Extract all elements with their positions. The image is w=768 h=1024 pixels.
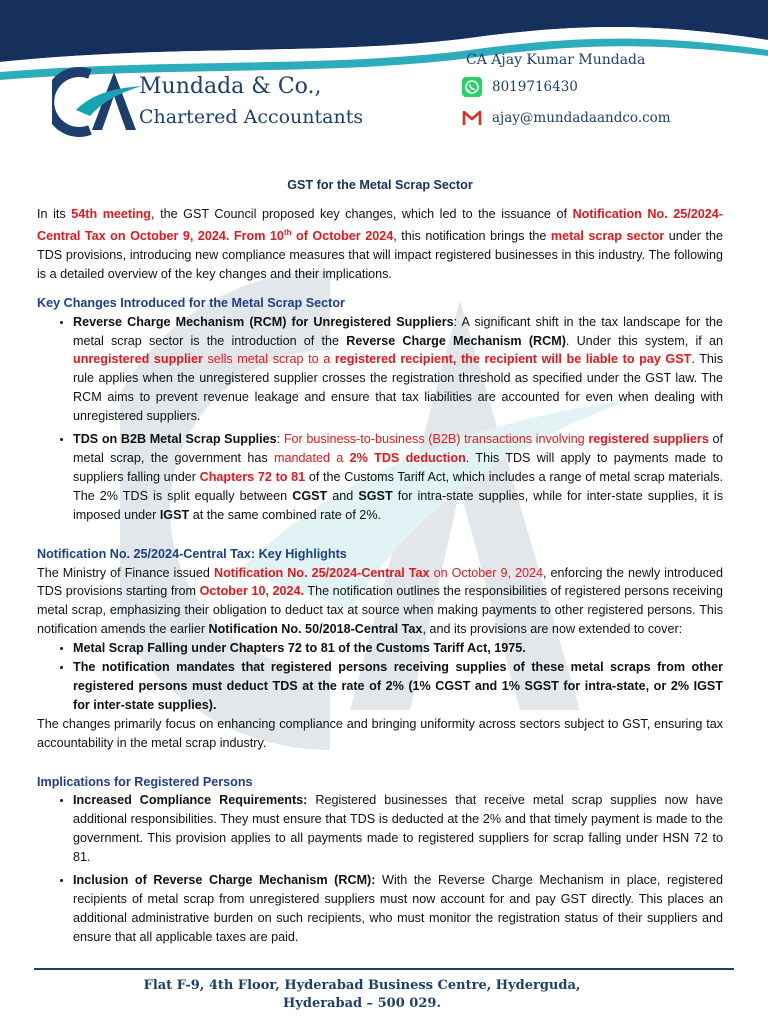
closing-paragraph: The changes primarily focus on enhancing compliance and bringing uniformity across sectors subject to GST, ensuring tax accountability in the metal scrap industry. [37,716,723,750]
list-item: • Metal Scrap Falling under Chapters 72 to 81 of the Customs Tariff Act, 1975. [73,639,723,658]
notification-paragraph [37,564,723,640]
tds-term: SGST [358,488,393,503]
notification-text: The notification outlines the responsibilities of registered persons receiving metal scrap, emphasizing their obligation to deduct tax at source when making payments to other registered persons. This notification amends the earlier [37,584,723,637]
intro-text: under the TDS provisions, introducing new compliance measures that will impact registered businesses in this industry. The following is a detailed overview of the key changes and their implications. [37,229,724,281]
notification-term: Notification No. 50/2018-Central Tax [208,622,423,637]
document-title: GST for the Metal Scrap Sector [287,178,473,192]
notification-list [37,639,723,715]
tds-text: of the Customs Tariff Act, which includes a range of metal scrap materials. The 2% TDS is split equally between [73,469,723,503]
tds-highlight: 2% TDS deduction [349,450,466,465]
tds-text: : [276,432,284,447]
meeting-highlight: 54th meeting [71,206,152,221]
implication-title: Increased Compliance Requirements: [73,793,308,808]
notification-highlight: Notification No. 25/2024-Central Tax on October 9, 2024. From 10 [37,206,723,243]
notification-highlight: Notification No. 25/2024-Central Tax [213,565,430,580]
tds-text: at the same combined rate of 2%. [189,507,382,522]
rcm-title: Reverse Charge Mechanism (RCM) for Unregistered Suppliers [73,314,454,329]
tds-highlight: For business-to-business (B2B) transactions involving [283,432,589,447]
rcm-text: . Under this system, if an [565,333,723,348]
list-item [73,430,723,525]
rcm-highlight: unregistered supplier [73,352,203,367]
rcm-term: Reverse Charge Mechanism (RCM) [346,333,566,348]
sector-highlight: metal scrap sector [550,229,665,243]
implication-text: With the Reverse Charge Mechanism in place, registered recipients of metal scrap from unregistered suppliers must now account for and pay GST directly. This places an additional administrative burden on such recipients, who must monitor the registration status of their suppliers and ensure that all applicable taxes are paid. [73,873,723,944]
tds-term: CGST [292,488,328,503]
key-changes-list [37,313,723,525]
footer-address-line1: Flat F-9, 4th Floor, Hyderabad Business Centre, Hyderguda, [143,978,581,993]
firm-name: Mundada & Co., [139,74,322,99]
notification-text: The Ministry of Finance issued [37,565,214,580]
email-address: ajay@mundadaandco.com [492,110,671,126]
list-item [73,791,723,867]
list-item: • The notification mandates that registered persons receiving supplies of these metal scraps from other registered persons must deduct TDS at the rate of 2% (1% CGST and 1% SGST for intra-state, or 2% IGST for inter-state supplies). [73,658,723,715]
footer-divider [34,968,734,970]
intro-text: In its [37,206,72,221]
implications-heading: Implications for Registered Persons [37,774,253,789]
gmail-icon [462,108,482,128]
date-highlight: of October 2024 [291,229,394,243]
email-contact[interactable] [462,108,671,128]
tds-highlight: Chapters 72 to 81 [199,469,306,484]
tds-text: of metal scrap, the government has [73,432,723,465]
list-item [73,871,723,947]
phone-contact[interactable] [462,77,578,97]
footer-address-line2: Hyderabad – 500 029. [283,996,441,1011]
tds-title: TDS on B2B Metal Scrap Supplies [73,432,277,447]
key-changes-heading: Key Changes Introduced for the Metal Scrap Sector [37,295,345,310]
rcm-text: : A significant shift in the tax landscape for the metal scrap sector is the introduction of the [73,314,724,348]
notification-highlight: October 10, 2024. [199,584,305,599]
whatsapp-icon [462,77,482,97]
notification-heading: Notification No. 25/2024-Central Tax: Key Highlights [37,546,347,561]
notification-text: , and its provisions are now extended to cover: [422,622,683,637]
tds-term: IGST [159,507,190,522]
rcm-highlight: sells metal scrap to a [202,352,335,367]
tds-highlight: mandated a [273,450,350,465]
implications-list [37,791,723,946]
date-superscript: th [283,227,292,237]
ca-logo [52,66,144,138]
firm-subtitle: Chartered Accountants [139,106,364,128]
tds-text: for intra-state supplies, while for inter-state supplies, it is imposed under [73,488,724,522]
phone-number: 8019716430 [492,79,578,95]
rcm-text: . This rule applies when the unregistered supplier crosses the registration threshold as specified under the GST law. The RCM aims to prevent revenue leakage and ensure that tax liabilities are accounted for even when dealing with unregistered suppliers. [73,352,724,424]
notification-highlight: on October 9, 2024 [429,565,544,580]
rcm-highlight: registered recipient, the recipient will be liable to pay GST [334,352,692,367]
implication-title: Inclusion of Reverse Charge Mechanism (RCM): [73,873,376,888]
tds-text: . This TDS will apply to payments made to suppliers falling under [73,450,724,484]
list-item [73,313,723,426]
intro-paragraph [37,205,723,284]
intro-text: , the GST Council proposed key changes, which led to the issuance of [151,206,573,221]
implication-text: Registered businesses that receive metal scrap supplies now have additional responsibilities. They must ensure that TDS is deducted at the 2% and that timely payment is made to the government. This provision applies to all payments made to registered suppliers for scrap falling under HSN 72 to 81. [73,793,724,865]
tds-text: and [327,488,359,503]
notification-text: , enforcing the newly introduced TDS provisions starting from [37,565,723,599]
intro-text: , this notification brings the [393,229,551,243]
document-body [37,176,723,947]
tds-highlight: registered suppliers [588,432,709,447]
contact-name: CA Ajay Kumar Mundada [466,52,646,68]
